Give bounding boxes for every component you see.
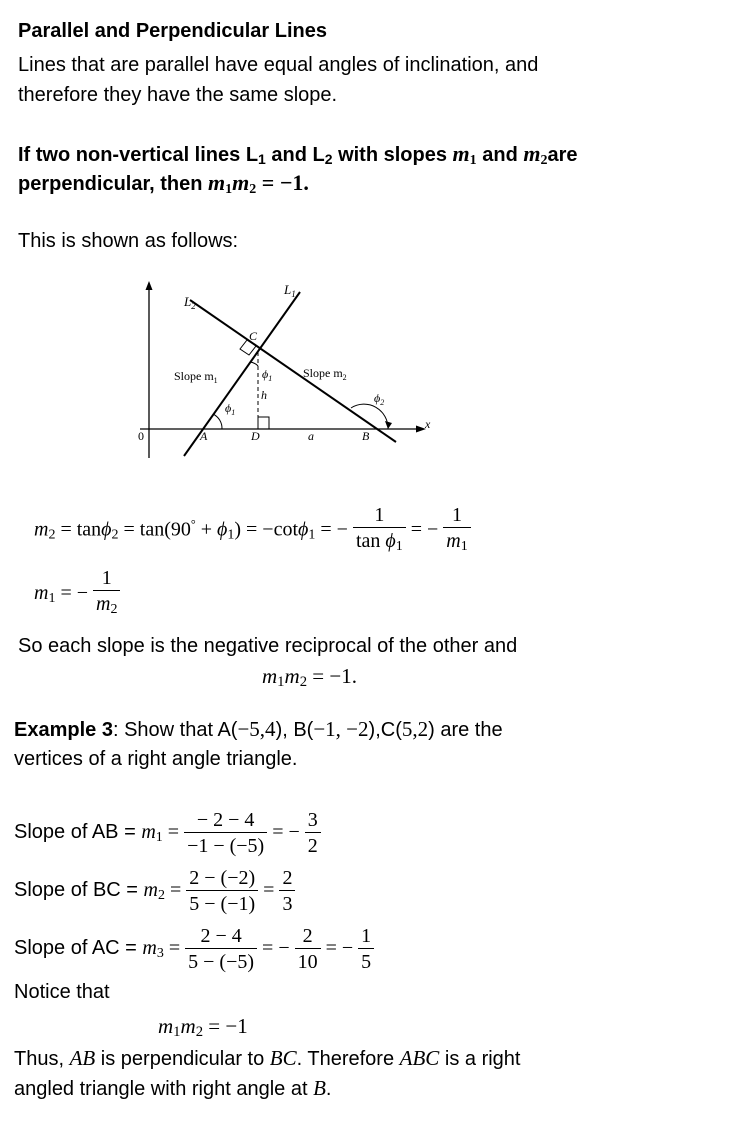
fraction-1-over-m1: $\frac{1}{m_1}$ — [443, 503, 470, 560]
conclusion-line-1: Thus, AB is perpendicular to BC. Therefore ABC is a right — [14, 1046, 521, 1070]
label-slope-m1: Slope $m_1$ — [174, 369, 218, 385]
y-axis-arrow — [146, 281, 153, 290]
fraction-1-over-m2: $\frac{1}{m_2}$ — [93, 566, 120, 623]
conclusion-line-2: angled triangle with right angle at B. — [14, 1076, 332, 1100]
notice-equation: $m_1m_2 = -1$ — [158, 1014, 248, 1040]
label-c: C — [249, 329, 258, 343]
angle-arc-a — [213, 414, 222, 429]
page-title: Parallel and Perpendicular Lines — [18, 20, 328, 42]
label-h: h — [261, 388, 267, 402]
example-3-line-2: vertices of a right angle triangle. — [14, 748, 298, 770]
label-l1: $L_1$ — [284, 282, 296, 299]
example-3-line-1: Example 3: Show that A(−5,4), B(−1, −2),C(5,2) are the — [14, 717, 503, 741]
label-b: B — [362, 429, 370, 443]
label-l2: $L_2$ — [184, 294, 196, 311]
angle-arc-b-arrow — [385, 421, 392, 429]
right-angle-d — [258, 417, 269, 429]
label-slope-m2: Slope $m_2$ — [303, 366, 347, 382]
label-phi1-a: $\phi_1$ — [225, 401, 236, 417]
label-origin: 0 — [138, 429, 144, 443]
negative-reciprocal-text: So each slope is the negative reciprocal of the other and — [18, 635, 518, 657]
intro-line-1: Lines that are parallel have equal angles of inclination, and — [18, 54, 539, 76]
angle-arc-b — [351, 404, 388, 429]
fraction-1-over-tan: $\frac{1}{\tan \phi_1}$ — [353, 503, 406, 560]
perpendicular-lines-diagram — [118, 278, 438, 463]
label-phi1-c: $\phi_1$ — [262, 367, 273, 383]
intro-line-2: therefore they have the same slope. — [18, 84, 338, 106]
label-phi2: $\phi_2$ — [374, 391, 385, 407]
equation-m1: $m_1$ = − $\frac{1}{m_2}$ — [34, 563, 120, 629]
theorem-line-1: If two non-vertical lines $L_1$ and $L_2$ with slopes $m_1$ and $m_2are$ — [18, 141, 578, 168]
shown-as-follows: This is shown as follows: — [18, 230, 239, 252]
label-a-length: a — [308, 429, 314, 443]
slope-ac-row: Slope of AC = $m_3$ = $\frac{2 - 4}{5 - (-5)}$ = − $\frac{2}{10}$ = − $\frac{1}{5}$ — [14, 918, 374, 984]
label-a-point: A — [200, 429, 208, 443]
product-equation: $m_1m_2 = -1$. — [262, 664, 357, 690]
line-l2 — [190, 300, 396, 442]
equation-m2: $m_2 = \tan\phi_2 = \tan(90^\circ + \phi_1) = -\cot\phi_1$ = − $\frac{1}{\tan \phi_1}$ = − $\frac{1}{m_1}$ — [34, 494, 471, 566]
slope-ab-row: Slope of AB = $m_1$ = $\frac{- 2 - 4}{-1 - (-5)}$ = − $\frac{3}{2}$ — [14, 802, 321, 868]
angle-arc-c — [250, 362, 258, 366]
notice-that: Notice that — [14, 981, 110, 1003]
label-x: x — [425, 417, 431, 431]
theorem-line-2: perpendicular, then $m_1m_2 = -1$. — [18, 170, 309, 197]
label-d: D — [251, 429, 260, 443]
slope-bc-row: Slope of BC = $m_2$ = $\frac{2 - (-2)}{5 - (-1)}$ = $\frac{2}{3}$ — [14, 860, 295, 926]
